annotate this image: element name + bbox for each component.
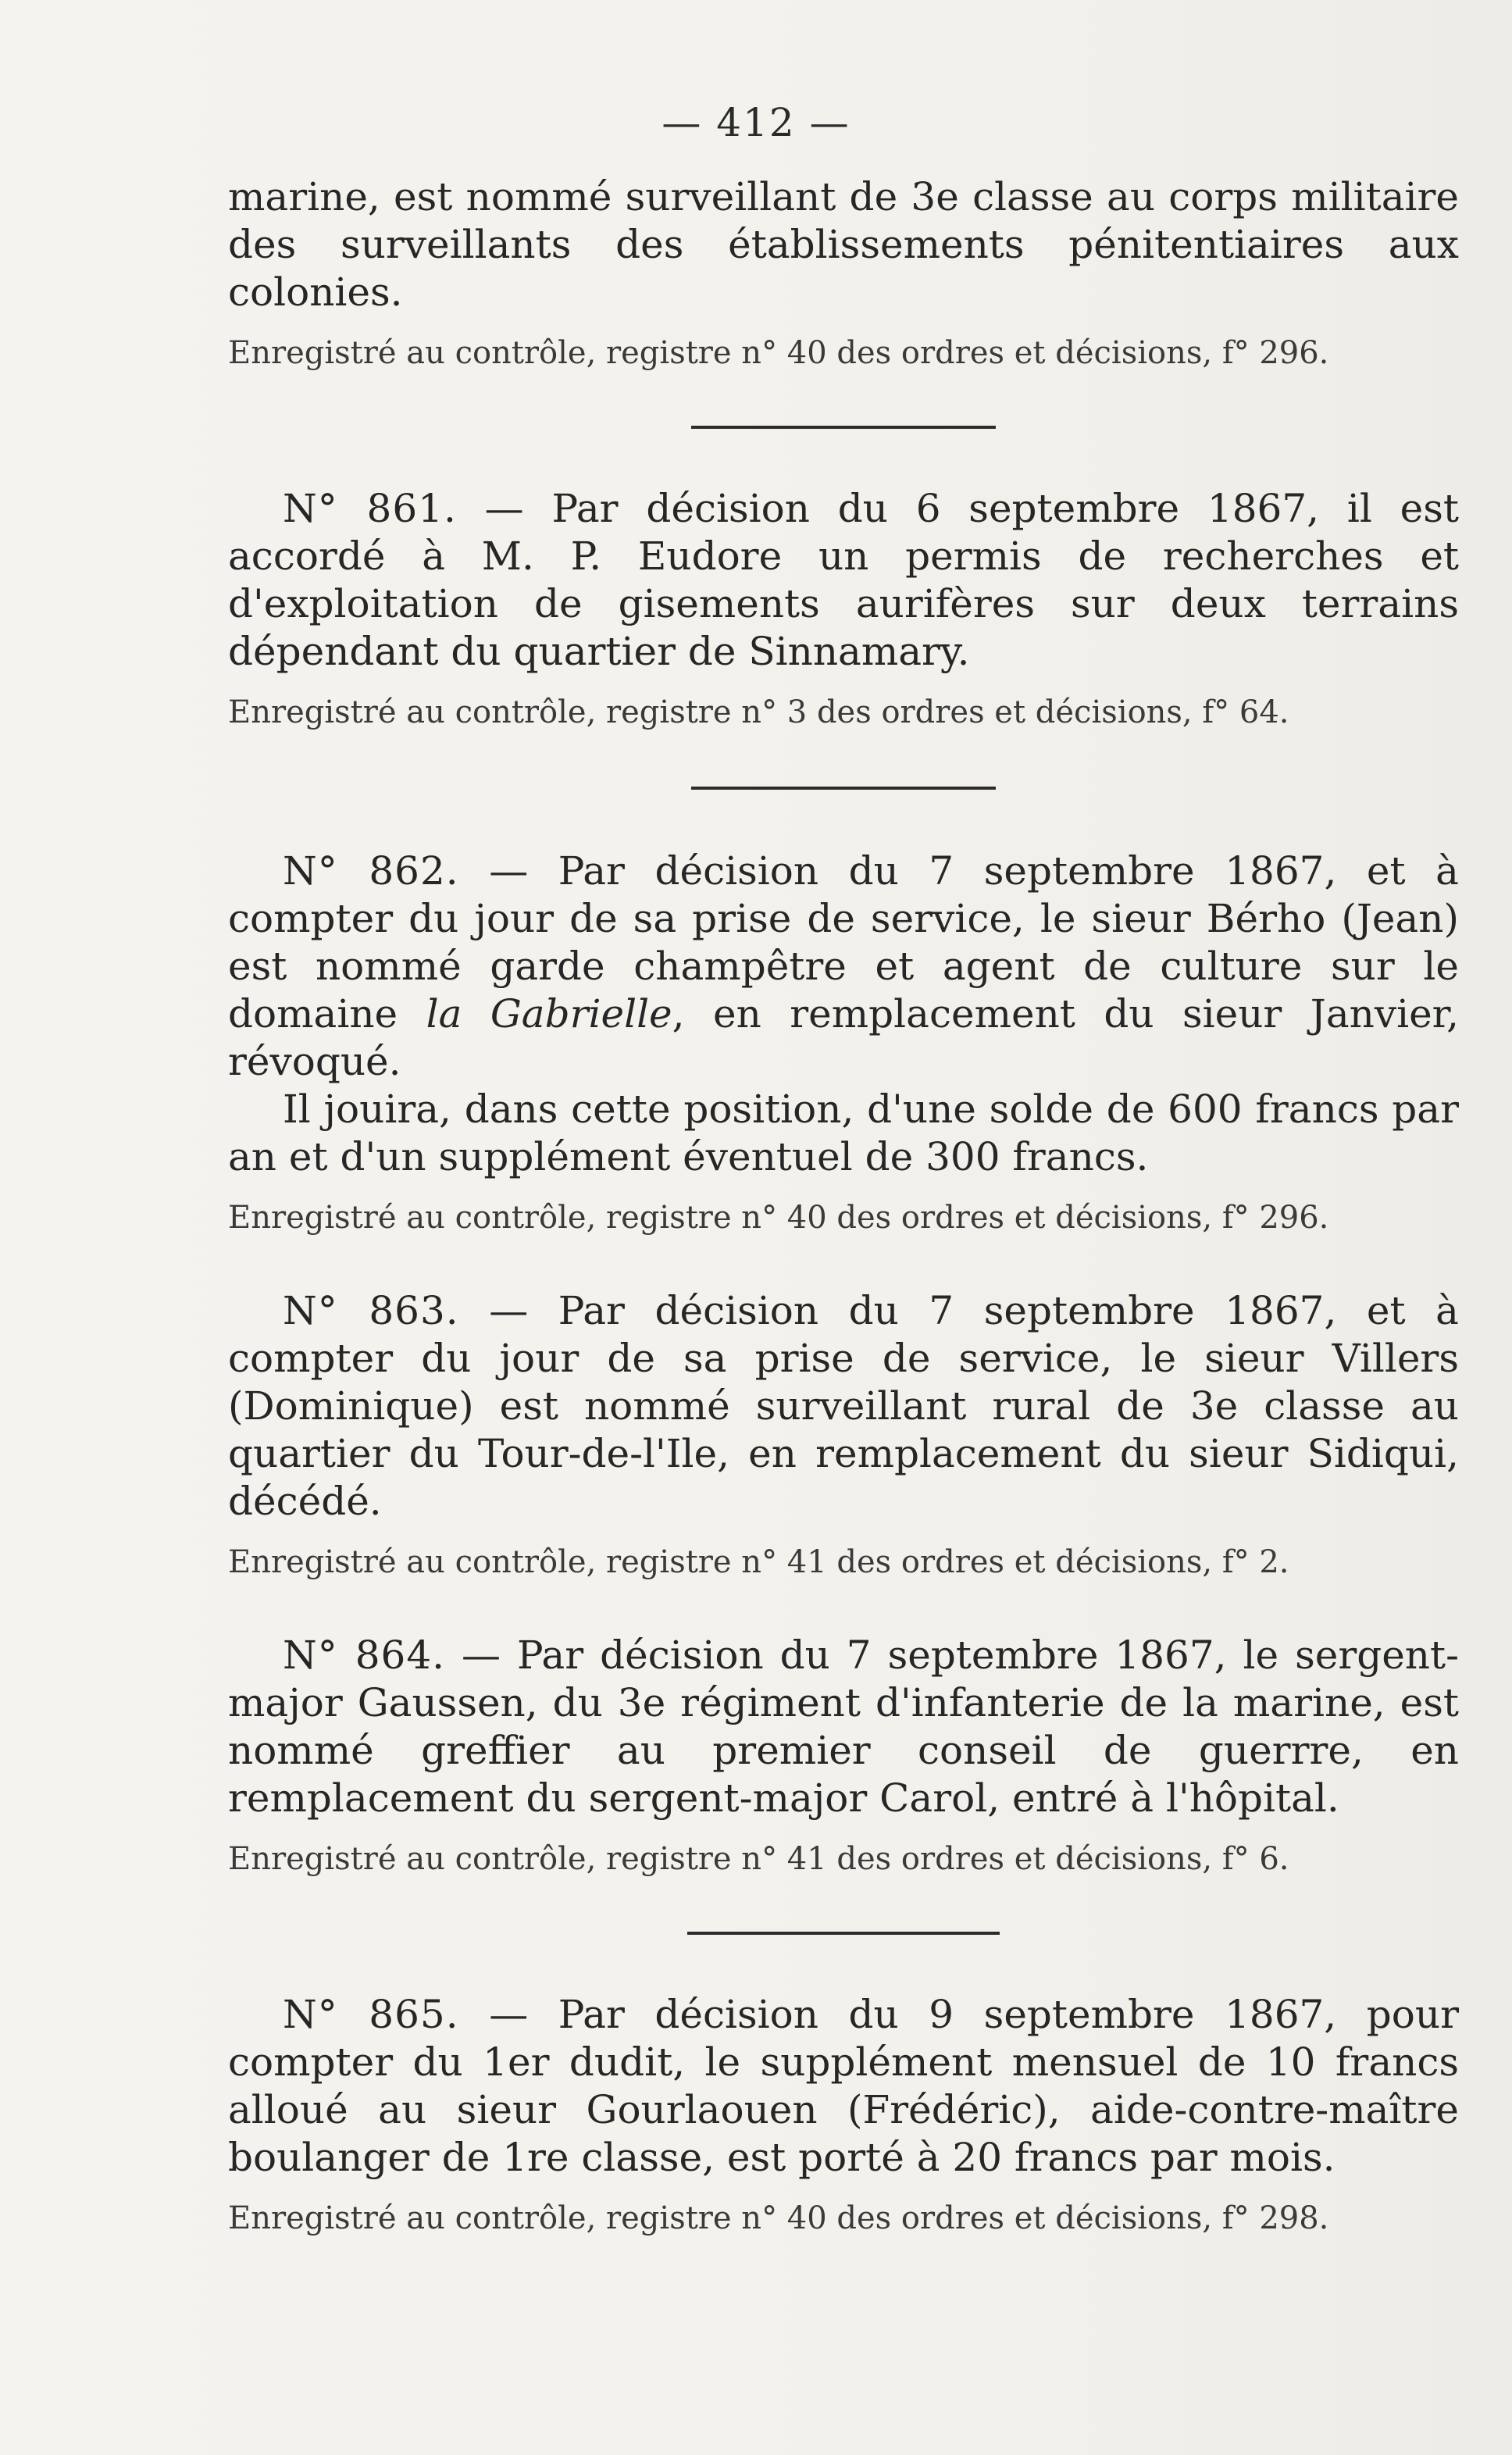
entry-text-end: , en remplacement du sieur Janvier, révoqué. (228, 991, 1459, 1084)
section-divider (691, 787, 996, 790)
entry-spacer (228, 1582, 1459, 1632)
entry-paragraph (228, 485, 1459, 676)
entry-paragraph-2: Il jouira, dans cette position, d'une solde de 600 francs par an et d'un supplément éventuel de 300 francs. (228, 1087, 1459, 1179)
section-divider (687, 1932, 1000, 1935)
entry-text: — Par décision du 7 septembre 1867, le sergent-major Gaussen, du 3e régiment d'infanterie de la marine, est nommé greffier au premier conseil de guerrre, en remplacement du sergent-major Carol, entré à l'hôpital. (228, 1633, 1459, 1821)
entry-number: N° 865. (283, 1992, 459, 2037)
entry-number: N° 862. (283, 848, 459, 894)
entry-text: — Par décision du 9 septembre 1867, pour compter du 1er dudit, le supplément mensuel de 10 francs alloué au sieur Gourlaouen (Frédéric), aide-contre-maître boulanger de 1re classe, est porté à 20 francs par mois. (228, 1992, 1459, 2180)
section-divider (691, 426, 996, 429)
page-content (228, 173, 1459, 2238)
entry-text: — Par décision du 6 septembre 1867, il est accordé à M. P. Eudore un permis de recherches et d'exploitation de gisements aurifères sur deux terrains dépendant du quartier de Sinnamary. (228, 486, 1459, 674)
registration-note: Enregistré au contrôle, registre n° 3 des ordres et décisions, f° 64. (228, 694, 1289, 730)
estate-name: la Gabrielle (426, 991, 672, 1037)
entry-paragraph (228, 847, 1459, 1086)
entry-865 (228, 1991, 1459, 2238)
entry-number: N° 864. (283, 1633, 446, 1678)
page-number: — 412 — (662, 100, 850, 145)
entry-text: marine, est nommé surveillant de 3e classe au corps militaire des surveillants des établissements pénitentiaires aux colonies. (228, 174, 1459, 315)
entry-number: N° 863. (283, 1288, 459, 1333)
entry-864 (228, 1632, 1459, 1879)
registration-note: Enregistré au contrôle, registre n° 40 des ordres et décisions, f° 298. (228, 2200, 1329, 2236)
entry-861 (228, 485, 1459, 732)
entry-paragraph (228, 1632, 1459, 1822)
registration-note: Enregistré au contrôle, registre n° 40 des ordres et décisions, f° 296. (228, 335, 1329, 371)
entry-paragraph (228, 1287, 1459, 1525)
registration-note: Enregistré au contrôle, registre n° 40 des ordres et décisions, f° 296. (228, 1200, 1329, 1236)
entry-text: — Par décision du 7 septembre 1867, et à compter du jour de sa prise de service, le sieur Villers (Dominique) est nommé surveillant rural de 3e classe au quartier du Tour-de-l'Ile, en remplacement du sieur Sidiqui, décédé. (228, 1288, 1459, 1524)
entry-paragraph (228, 1991, 1459, 2182)
entry-spacer (228, 1237, 1459, 1287)
registration-note: Enregistré au contrôle, registre n° 41 des ordres et décisions, f° 6. (228, 1841, 1289, 1877)
entry-number: N° 861. (283, 486, 457, 531)
entry-continuation (228, 173, 1459, 373)
entry-862 (228, 847, 1459, 1237)
entry-text: — Par décision du 7 septembre 1867, et à compter du jour de sa prise de service, le sieur Bérho (Jean) est nommé garde champêtre et agent de culture sur le domaine (228, 848, 1459, 1037)
registration-note: Enregistré au contrôle, registre n° 41 des ordres et décisions, f° 2. (228, 1544, 1289, 1580)
entry-863 (228, 1287, 1459, 1582)
